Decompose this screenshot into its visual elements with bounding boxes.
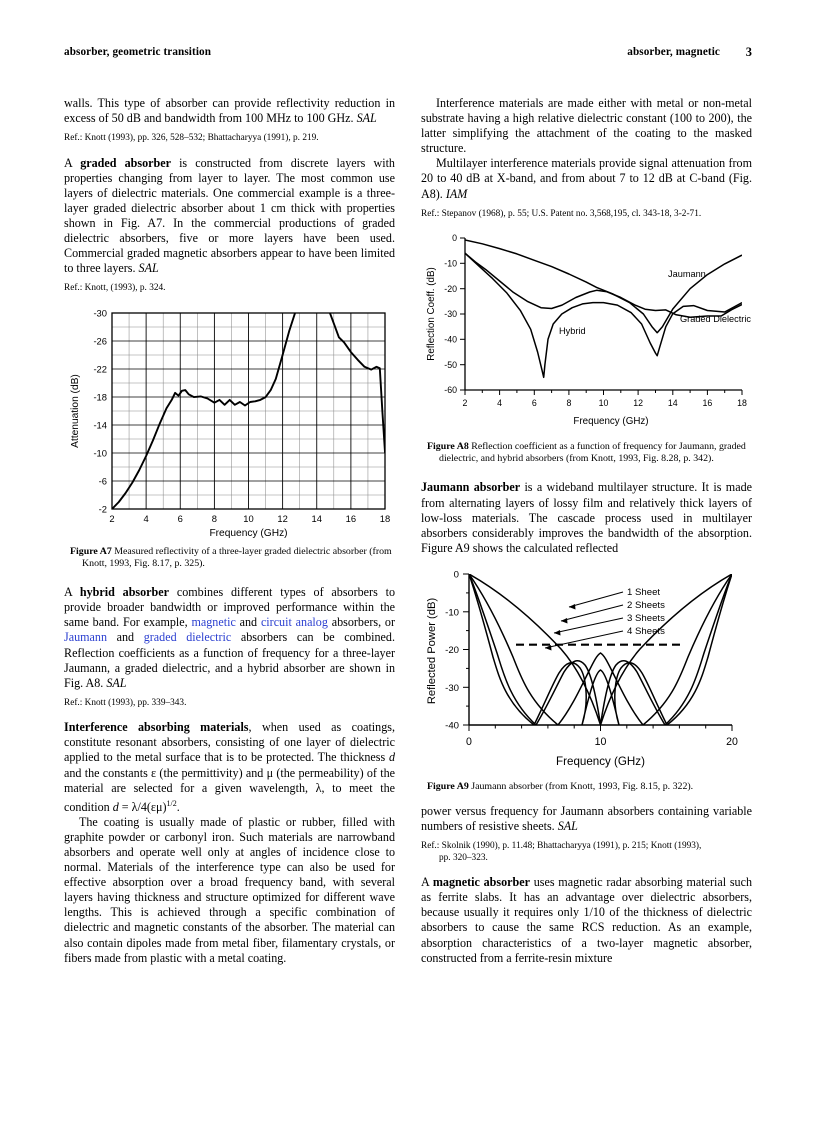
term-magnetic-absorber: magnetic absorber (432, 875, 530, 890)
figure-a7-plot (64, 307, 395, 539)
figure-a9-curve-2-sheets (469, 574, 732, 725)
figure-a9-ylabel: Reflected Power (dB) (426, 597, 438, 705)
svg-text:-2: -2 (98, 503, 107, 515)
para2-lead: A (64, 155, 81, 170)
svg-text:2: 2 (109, 512, 115, 524)
svg-text:-40: -40 (445, 720, 459, 732)
svg-text:0: 0 (466, 735, 472, 748)
para5-rest: uses magnetic radar absorbing material such as ferrite slabs. It has an advantage over dielectric absorbers, because usually it requires only 1/10 of the thickness of dielectric absorbers to cause the same RCS reduction. As an example, absorption characteristics of a two-layer magnetic absorber, constructed from a ferrite-resin mixture (421, 875, 752, 965)
paragraph-hybrid-absorber (64, 585, 395, 691)
svg-text:16: 16 (345, 512, 357, 524)
reference-1: Ref.: Knott (1993), pp. 326, 528–532; Bhattacharyya (1991), p. 219. (64, 133, 319, 144)
paragraph-interference-materials: Interference materials are made either with metal or non-metal substrate having a high relative dielectric constant (100 to 200), the latter simplifying the attachment of the coating to the masked structure. (421, 96, 752, 156)
svg-text:0: 0 (453, 569, 459, 581)
svg-text:16: 16 (702, 398, 713, 409)
figure-a7-caption-text: Measured reflectivity of a three-layer graded dielectric absorber (from Knott, 1993, Fig. 8.17, p. 325). (82, 545, 392, 569)
para3-part5: absorbers can be combined. Reflection coefficients as a function of frequency for a three-layer Jaumann, a graded dielectric, and a hybrid absorber are shown in Fig. A8. (64, 630, 395, 690)
right-column (421, 96, 752, 966)
figure-a7-xlabel: Frequency (GHz) (209, 527, 288, 539)
signature-sal-2: SAL (138, 261, 159, 276)
symbol-d-2: d (112, 799, 119, 814)
page-number: 3 (745, 45, 752, 59)
reference-5-line2: pp. 320–323. (439, 852, 488, 863)
svg-text:-18: -18 (93, 391, 107, 403)
term-graded-absorber: graded absorber (80, 155, 171, 170)
svg-text:10: 10 (243, 512, 254, 524)
svg-text:6: 6 (531, 398, 537, 409)
figure-a9 (421, 569, 752, 774)
svg-text:4: 4 (143, 512, 149, 524)
svg-text:-6: -6 (98, 475, 107, 487)
link-magnetic[interactable]: magnetic (191, 615, 236, 630)
para4-rest2: and the constants ε (the permittivity) and μ (the permeability) of the material are selected for a given wavelength, λ, to meet the condition (64, 765, 395, 814)
svg-text:10: 10 (594, 735, 607, 748)
figure-a8-caption-label: Figure A8 (427, 441, 469, 453)
exponent-one-half: 1/2 (166, 798, 177, 808)
term-hybrid-absorber: hybrid absorber (79, 585, 170, 600)
term-jaumann-absorber: Jaumann absorber (421, 480, 521, 495)
para3-part3: absorbers, or (327, 615, 396, 630)
left-column (64, 96, 395, 966)
svg-text:-26: -26 (93, 335, 107, 347)
paragraph-power-versus-frequency (421, 804, 752, 834)
figure-a8-y-ticks (460, 238, 465, 390)
paragraph-power-text: power versus frequency for Jaumann absorbers containing variable numbers of resistive sheets. (421, 804, 752, 834)
svg-text:-10: -10 (93, 447, 107, 459)
figure-a9-x-ticks (469, 725, 732, 731)
svg-text:4: 4 (497, 398, 503, 409)
figure-a8-ylabel: Reflection Coeff. (dB) (426, 267, 437, 361)
figure-a9-label-3-sheets: 3 Sheets (627, 612, 665, 624)
svg-text:-10: -10 (445, 607, 459, 619)
para3-lead: A (64, 585, 80, 600)
signature-sal-4: SAL (557, 819, 578, 834)
figure-a9-leader-lines (545, 592, 623, 651)
svg-text:14: 14 (311, 512, 322, 524)
para3-part2: and (235, 615, 261, 630)
signature-sal-1: SAL (356, 111, 377, 126)
reference-5-line1: Ref.: Skolnik (1990), p. 11.48; Bhattacharyya (1991), p. 215; Knott (1993), (421, 841, 702, 852)
figure-a9-curve-1-sheet (469, 574, 732, 725)
figure-a7-ylabel: Attenuation (dB) (70, 373, 81, 448)
figure-a8-label-graded-dielectric: Graded Dielectric (680, 314, 751, 325)
para2-rest: is constructed from discrete layers with properties changing from layer to layer. The most common use layers of dielectric materials. One commercial example is a three-layer graded dielectric absorber about 1 cm thick with properties shown in Fig. A7. In the commercial productions of graded dielectric absorbers, five or more layers have been used. Commercial graded magnetic absorbers appear to have been limited to three layers. (64, 155, 395, 276)
paragraph-graded-absorber (64, 156, 395, 277)
svg-text:-50: -50 (444, 359, 457, 370)
svg-text:-22: -22 (93, 363, 107, 375)
svg-text:2: 2 (462, 398, 468, 409)
figure-a9-caption (421, 781, 752, 793)
figure-a8-y-tick-labels (444, 234, 457, 395)
paragraph-walls (64, 96, 395, 126)
link-jaumann[interactable]: Jaumann (64, 630, 107, 645)
svg-text:-60: -60 (444, 385, 457, 396)
figure-a7-x-tick-labels (109, 513, 390, 524)
figure-a7 (64, 307, 395, 539)
paragraph-interference-absorbing (64, 720, 395, 815)
para3-part1: combines different types of absorbers to provide broader bandwidth or improved performance within the same band. For example, (64, 585, 395, 630)
running-head (64, 46, 752, 66)
figure-a9-plot (421, 569, 752, 774)
svg-text:-40: -40 (444, 334, 457, 345)
paragraph-coating: The coating is usually made of plastic or rubber, filled with graphite powder or carbonyl iron. Such materials are narrowband absorbers and operate well only at angles of incidence close to normal. Materials of the interference type can also be used for effective absorption over a broad frequency band, with several layers having thickness and structure optimized for different wave lengths. This is achieved through a specific combination of dielectric and magnetic constants of the absorber. The material can also contain dipoles made from metal fiber, filamentary crystals, or fibers made from plastic with a metal coating. (64, 814, 395, 965)
figure-a9-y-tick-labels (445, 569, 459, 731)
figure-a8-plot (421, 234, 752, 434)
figure-a9-curve-4-sheets (469, 574, 732, 725)
svg-text:10: 10 (598, 398, 609, 409)
svg-text:8: 8 (566, 398, 572, 409)
figure-a8-label-jaumann: Jaumann (668, 269, 706, 280)
figure-a9-x-tick-labels (466, 736, 738, 748)
figure-a9-y-ticks (463, 574, 469, 725)
paragraph-jaumann-absorber (421, 480, 752, 555)
figure-a8 (421, 234, 752, 434)
figure-a8-label-hybrid: Hybrid (559, 326, 586, 337)
para3-jaumann-rest: is a wideband multilayer structure. It is made from alternating layers of lossy film and relatively thick layers of low-loss materials. The cascade process used in multilayer absorbers considerably improves the bandwidth of the absorption. Figure A9 shows the calculated reflected (421, 480, 752, 555)
figure-a9-xlabel: Frequency (GHz) (556, 754, 645, 768)
svg-text:6: 6 (177, 512, 183, 524)
figure-a8-caption (421, 441, 752, 465)
para4-eq-mid: = λ/4(εμ) (118, 799, 167, 814)
figure-a9-caption-text: Jaumann absorber (from Knott, 1993, Fig. 8.15, p. 322). (468, 780, 694, 792)
svg-text:8: 8 (211, 512, 217, 524)
svg-text:18: 18 (737, 398, 747, 409)
svg-text:0: 0 (452, 234, 457, 244)
svg-text:-30: -30 (444, 309, 457, 320)
para3-part4: and (107, 630, 144, 645)
figure-a7-y-tick-labels (93, 307, 107, 514)
para4-rest: , when used as coatings, constitute resonant absorbers, consisting of one layer of dielectric applied to the metal surface that is to be protected. The thickness (64, 720, 395, 765)
reference-4: Ref.: Stepanov (1968), p. 55; U.S. Patent no. 3,568,195, cl. 343-18, 3-2-71. (421, 208, 702, 219)
link-graded-dielectric[interactable]: graded dielectric (143, 630, 232, 645)
paragraph-magnetic-absorber (421, 875, 752, 966)
figure-a8-x-tick-labels (463, 398, 747, 408)
svg-text:-20: -20 (445, 644, 459, 656)
svg-text:-30: -30 (93, 307, 107, 319)
signature-iam: IAM (445, 186, 468, 201)
paragraph-walls-text: walls. This type of absorber can provide reflectivity reduction in excess of 50 dB and bandwidth from 100 MHz to 100 GHz. (64, 96, 395, 126)
symbol-d-1: d (388, 750, 395, 765)
figure-a8-x-ticks (465, 390, 742, 395)
term-interference-absorbing-materials: Interference absorbing materials (64, 720, 249, 735)
link-circuit-analog[interactable]: circuit analog (260, 615, 328, 630)
svg-text:18: 18 (379, 512, 391, 524)
para5-lead: A (421, 875, 433, 890)
reference-5 (421, 841, 752, 864)
running-head-right: absorber, magnetic (627, 46, 720, 58)
svg-text:-20: -20 (444, 283, 457, 294)
svg-text:14: 14 (667, 398, 678, 409)
figure-a9-curve-3-sheets (469, 574, 732, 725)
svg-text:12: 12 (633, 398, 643, 409)
figure-a8-xlabel: Frequency (GHz) (573, 416, 649, 428)
reference-2: Ref.: Knott, (1993), p. 324. (64, 283, 166, 294)
signature-sal-3: SAL (106, 675, 127, 690)
svg-text:-30: -30 (445, 682, 459, 694)
paragraph-multilayer-text: Multilayer interference materials provide signal attenuation from 20 to 40 dB at X-band, and from about 7 to 12 dB at C-band (Fig. A8). (421, 156, 752, 201)
svg-text:12: 12 (277, 512, 288, 524)
figure-a9-annotations (627, 587, 665, 637)
svg-text:20: 20 (726, 735, 738, 748)
svg-text:-14: -14 (93, 419, 107, 431)
figure-a9-caption-label: Figure A9 (427, 780, 469, 792)
figure-a9-label-1-sheet: 1 Sheet (627, 586, 661, 598)
figure-a9-label-2-sheets: 2 Sheets (627, 599, 665, 611)
reference-3: Ref.: Knott (1993), pp. 339–343. (64, 697, 187, 708)
figure-a7-caption (64, 546, 395, 570)
para4-eq-end: . (176, 799, 180, 814)
running-head-left: absorber, geometric transition (64, 46, 212, 58)
figure-a7-caption-label: Figure A7 (70, 545, 112, 557)
paragraph-multilayer (421, 156, 752, 201)
figure-a9-label-4-sheets: 4 Sheets (627, 625, 665, 637)
svg-text:-10: -10 (444, 258, 457, 269)
figure-a8-caption-text: Reflection coefficient as a function of frequency for Jaumann, graded dielectric, and hybrid absorbers (from Knott, 1993, Fig. 8.28, p. 342). (439, 441, 746, 465)
